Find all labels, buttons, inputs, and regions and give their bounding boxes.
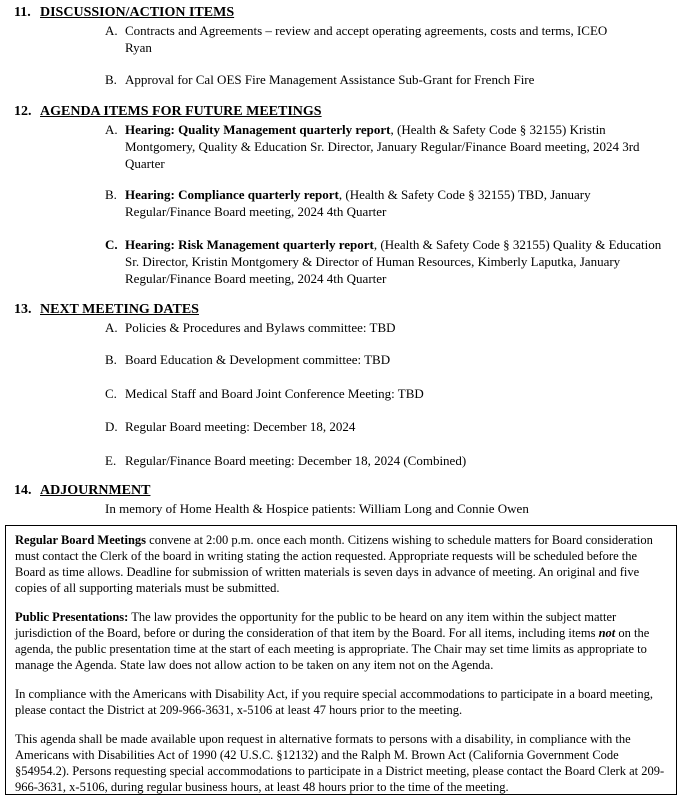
item-text: , (Health & Safety Code § 32155) Quality & Education Sr. Director, Kristin Montgomery & Director of Human Resources, Kimberly Laputka, January Regular/Finance Board meeting, 2024 4th Quarter: [125, 237, 662, 286]
memorial-text: [105, 500, 675, 517]
public-presentations-paragraph: [15, 609, 667, 673]
public-presentations-text-cont: on the agenda, the public presentation time at the start of each meeting is appropriate. The Chair may set time limits as appropriate to manage the Agenda. State law does not allow action to be taken on any item not on the Agenda.: [15, 626, 650, 672]
list-item: [105, 319, 675, 336]
item-letter: C.: [105, 386, 117, 401]
section-title: DISCUSSION/ACTION ITEMS: [40, 5, 235, 20]
item-text: Regular/Finance Board meeting: December 18, 2024 (Combined): [125, 453, 467, 468]
item-text: Approval for Cal OES Fire Management Assistance Sub-Grant for French Fire: [125, 72, 535, 87]
item-text: Medical Staff and Board Joint Conference Meeting: TBD: [125, 386, 424, 401]
ada-paragraph: In compliance with the Americans with Disability Act, if you require special accommodations to participate in a board meeting, please contact the District at 209-966-3631, x-5106 at least 47 hours prior to the meeting.: [15, 687, 654, 717]
item-text: , (Health & Safety Code § 32155) TBD, January Regular/Finance Board meeting, 2024 4th Quarter: [125, 187, 591, 219]
public-presentations-text: The law provides the opportunity for the public to be heard on any item within the subject matter jurisdiction of the Board, before or during the consideration of that item by the Board. For all items, including items: [15, 610, 617, 640]
list-item: [105, 186, 675, 220]
list-item: [105, 351, 675, 368]
list-item: [105, 22, 625, 56]
section-13-heading: [14, 302, 199, 318]
item-letter: A.: [105, 320, 118, 335]
section-title: AGENDA ITEMS FOR FUTURE MEETINGS: [40, 104, 322, 119]
list-item: [105, 452, 675, 469]
section-12-heading: [14, 104, 322, 120]
section-title: ADJOURNMENT: [40, 483, 151, 498]
public-presentations-heading: Public Presentations:: [15, 610, 129, 624]
item-letter: A.: [105, 23, 118, 38]
regular-meetings-paragraph: [15, 532, 667, 596]
regular-meetings-text: convene at 2:00 p.m. once each month. Citizens wishing to schedule matters for Board consideration must contact the Clerk of the board in writing stating the action requested. Appropriate requests will be scheduled before the Board as time allows. Deadline for submission of written materials is seven days in advance of meeting. An original and five copies of all supporting materials must be submitted.: [15, 533, 653, 595]
section-number: 12.: [14, 104, 32, 119]
item-text: , (Health & Safety Code § 32155) Kristin Montgomery, Quality & Education Sr. Director, January Regular/Finance Board meeting, 2024 3rd Quarter: [125, 122, 640, 171]
item-text: Board Education & Development committee: TBD: [125, 352, 391, 367]
section-number: 14.: [14, 483, 32, 498]
alternative-formats-paragraph: This agenda shall be made available upon request in alternative formats to persons with a disability, in compliance with the Americans with Disabilities Act of 1990 (42 U.S.C. §12132) and the Ralph M. Brown Act (California Government Code §54954.2). Persons requesting special accommodations to participate in a District meeting, please contact the Board Clerk at 209-966-3631, x-5106, during regular business hours, at least 48 hours prior to the time of the meeting.: [15, 732, 665, 794]
item-letter: C.: [105, 237, 118, 252]
section-title: NEXT MEETING DATES: [40, 302, 199, 317]
emphasis-not: not: [598, 626, 616, 640]
item-bold-title: Hearing: Compliance quarterly report: [125, 187, 339, 202]
item-text: Contracts and Agreements – review and accept operating agreements, costs and terms, ICEO Ryan: [125, 23, 608, 55]
item-letter: A.: [105, 122, 118, 137]
list-item: [105, 418, 675, 435]
item-letter: B.: [105, 352, 117, 367]
item-text: Regular Board meeting: December 18, 2024: [125, 419, 356, 434]
item-letter: B.: [105, 72, 117, 87]
memorial-line: In memory of Home Health & Hospice patients: William Long and Connie Owen: [105, 501, 529, 516]
item-letter: D.: [105, 419, 118, 434]
item-letter: B.: [105, 187, 117, 202]
section-number: 11.: [14, 5, 31, 20]
item-letter: E.: [105, 453, 117, 468]
list-item: [105, 71, 675, 88]
list-item: [105, 385, 675, 402]
section-14-heading: [14, 483, 150, 499]
list-item: [105, 236, 675, 287]
list-item: [105, 121, 675, 172]
section-number: 13.: [14, 302, 32, 317]
section-11-heading: [14, 5, 234, 21]
regular-meetings-heading: Regular Board Meetings: [15, 533, 147, 547]
item-bold-title: Hearing: Risk Management quarterly report: [125, 237, 374, 252]
item-text: Policies & Procedures and Bylaws committee: TBD: [125, 320, 396, 335]
meeting-notice-box: [5, 525, 677, 795]
item-bold-title: Hearing: Quality Management quarterly report: [125, 122, 391, 137]
